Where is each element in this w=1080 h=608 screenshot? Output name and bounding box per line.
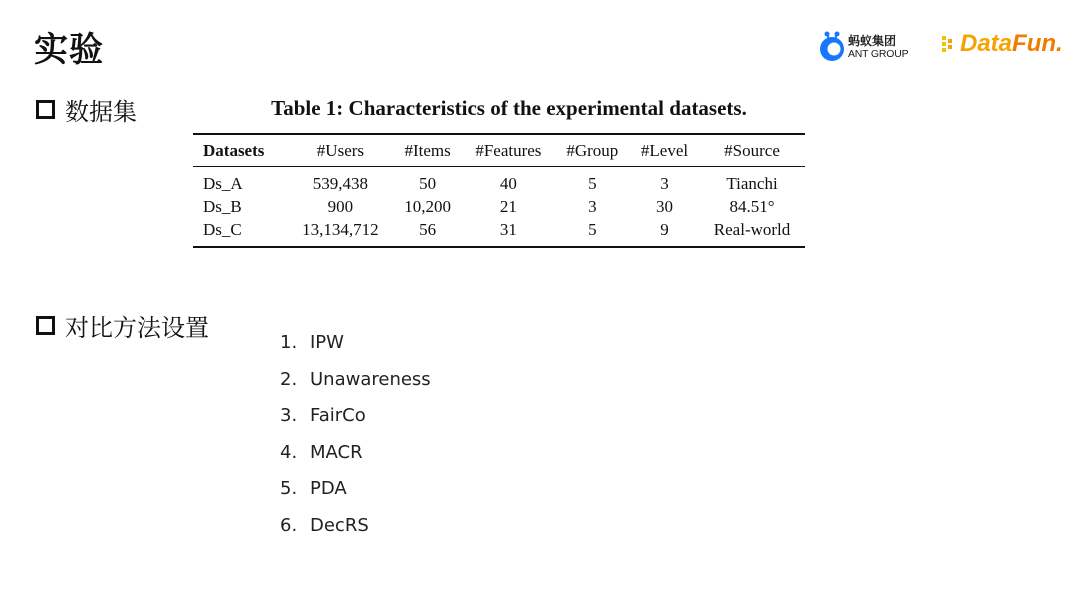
section-datasets-label: 数据集 — [65, 98, 137, 126]
table-cell: Tianchi — [726, 174, 778, 193]
dataset-table-block — [193, 96, 805, 248]
table-cell: 40 — [499, 174, 517, 193]
datafun-logo — [942, 28, 1068, 68]
square-bullet-icon — [36, 100, 55, 119]
table-cell: 5 — [588, 174, 597, 193]
section-datasets — [36, 92, 137, 127]
table-cell: 13,134,712 — [287, 218, 393, 247]
section-methods — [36, 308, 209, 343]
table-row — [193, 218, 805, 247]
table-caption: Table 1: Characteristics of the experimental datasets. — [271, 96, 747, 120]
list-item-number: 5. — [280, 478, 298, 499]
dataset-table — [193, 133, 805, 248]
table-row — [193, 195, 805, 218]
table-header-cell: #Items — [404, 141, 451, 160]
ant-logo-icon — [818, 30, 846, 62]
list-item — [280, 440, 431, 477]
list-item-label: Unawareness — [310, 368, 431, 390]
ant-logo-cn: 蚂蚁集团 — [848, 34, 897, 48]
table-cell: 84.51° — [729, 197, 775, 216]
table-header-cell: #Features — [475, 141, 542, 160]
table-cell: 9 — [630, 218, 699, 247]
table-cell: 31 — [462, 218, 555, 247]
table-header-cell: #Users — [316, 141, 365, 160]
table-cell: 5 — [555, 218, 630, 247]
list-item — [280, 367, 431, 404]
list-item-label: MACR — [310, 441, 363, 463]
list-item-number: 6. — [280, 514, 298, 536]
table-header-cell: #Level — [640, 141, 689, 160]
list-item — [280, 476, 431, 513]
table-cell: Ds_B — [203, 197, 242, 216]
ant-group-logo — [818, 28, 928, 68]
table-header-cell: #Source — [724, 141, 780, 160]
list-item — [280, 330, 431, 367]
table-cell: Real-world — [699, 218, 805, 247]
table-cell: Ds_C — [193, 218, 287, 247]
page-title: 实验 — [34, 30, 104, 70]
table-cell: 56 — [393, 218, 462, 247]
methods-list — [280, 330, 431, 549]
datafun-wordmark — [960, 30, 1063, 58]
table-cell: 50 — [419, 174, 437, 193]
table-cell: 3 — [660, 174, 669, 193]
section-methods-label: 对比方法设置 — [65, 314, 209, 342]
list-item-label: DecRS — [310, 514, 369, 536]
table-cell: Ds_A — [203, 174, 243, 193]
datafun-dots-icon — [942, 36, 958, 52]
table-header-cell: Datasets — [203, 141, 265, 160]
table-cell: 539,438 — [312, 174, 369, 193]
list-item-number: 1. — [280, 332, 298, 353]
square-bullet-icon — [36, 316, 55, 335]
table-header-row — [193, 134, 805, 167]
datafun-word-data: Data — [960, 30, 1013, 57]
table-row — [193, 167, 805, 196]
ant-logo-en: ANT GROUP — [848, 48, 909, 60]
list-item — [280, 513, 431, 550]
table-cell: 21 — [499, 197, 517, 216]
list-item-label: PDA — [310, 478, 347, 499]
table-cell: 10,200 — [404, 197, 452, 216]
list-item — [280, 403, 431, 440]
table-header-cell: #Group — [566, 141, 619, 160]
list-item-number: 3. — [280, 405, 298, 426]
table-cell: 3 — [588, 197, 597, 216]
table-cell: 900 — [327, 197, 354, 216]
table-cell: 30 — [655, 197, 673, 216]
list-item-number: 2. — [280, 368, 298, 390]
list-item-number: 4. — [280, 441, 298, 463]
datafun-word-fun: Fun. — [1012, 30, 1063, 57]
list-item-label: IPW — [310, 332, 344, 353]
list-item-label: FairCo — [310, 405, 366, 426]
